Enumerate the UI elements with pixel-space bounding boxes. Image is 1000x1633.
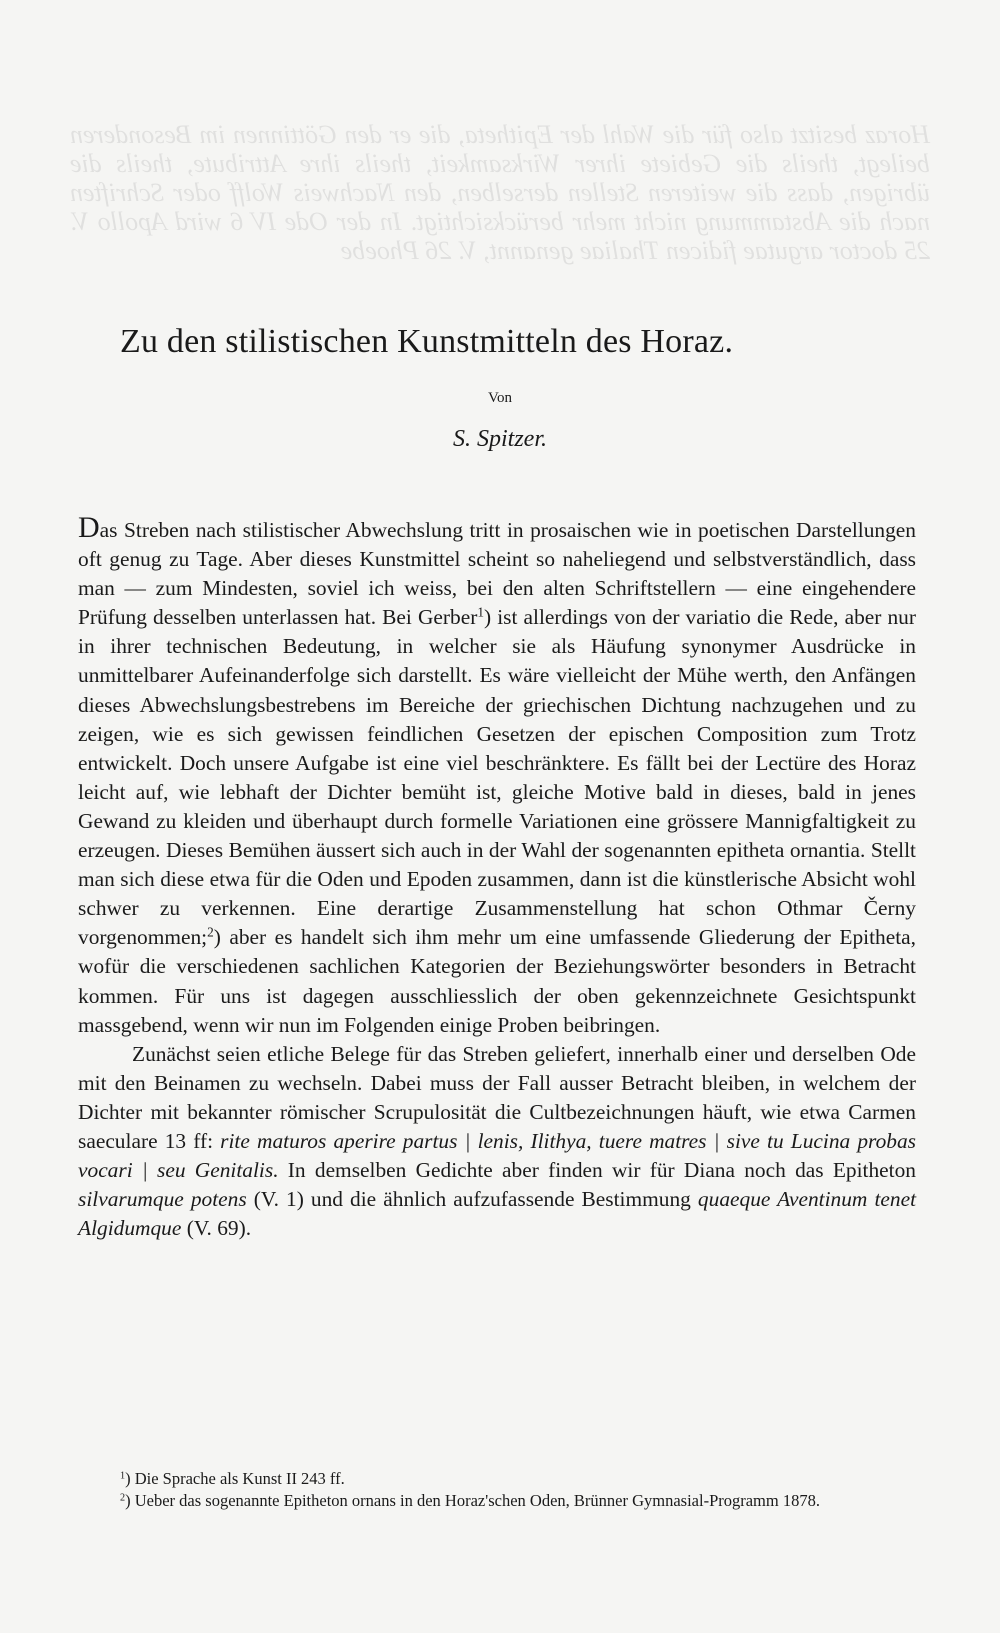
footnote-2 [78, 1490, 916, 1512]
paragraph-2-text-c: (V. 1) und die ähnlich aufzufassende Bestimmung [246, 1187, 698, 1212]
paragraph-1-text-a: as Streben nach stilistischer Abwechslung tritt in prosaischen wie in poetischen Darstellungen oft genug zu Tage. Aber dieses Kunstmittel scheint so naheliegend und selbstverständlich, dass man — zum Mindesten, soviel ich weiss, bei den alten Schriftstellern — eine eingehendere Prüfung desselben unterlassen hat. Bei Gerber [78, 518, 916, 630]
paragraph-1 [78, 511, 916, 1040]
author-name: S. Spitzer. [452, 426, 547, 452]
footnote-1 [78, 1468, 916, 1490]
footnote-2-mark: 2 [120, 1492, 126, 1504]
paragraph-2 [78, 1040, 916, 1244]
drop-cap: D [78, 511, 100, 544]
bleed-through-text: Horaz besitzt also für die Wahl der Epitheta, die er den Göttinnen im Besonderen beilegt, theils die Gebiete ihrer Wirksamkeit, theils ihre Attribute, theils die übrigen, dass die weiteren Stellen derselben, den Nachweis Wolff oder Schriften nach die Abstammung nicht mehr berücksichtigt. In der Ode IV 6 wird Apollo V. 25 doctor argutae fidicen Thaliae genannt, V. 26 Phoebe [70, 120, 930, 265]
quotation-silvarum: silvarumque potens [78, 1187, 247, 1212]
paragraph-2-text-d: (V. 69). [181, 1216, 252, 1241]
footnote-ref-2: 2 [207, 925, 214, 941]
footnote-1-mark: 1 [120, 1470, 126, 1482]
article-body [78, 511, 917, 1243]
paragraph-1-text-b: ) ist allerdings von der variatio die Rede, aber nur in ihrer technischen Bedeutung, in welcher sie als Häufung synonymer Ausdrücke in unmittelbarer Aufeinanderfolge sich darstellt. Es wäre vielleicht der Mühe werth, den Anfängen dieses Abwechslungsbestrebens im Bereiche der griechischen Dichtung nachzugehen und zu zeigen, wie es sich gewissen feindlichen Gesetzen der epischen Composition zum Trotz entwickelt. Doch unsere Aufgabe ist eine viel beschränktere. Es fällt bei der Lectüre des Horaz leicht auf, wie lebhaft der Dichter bemüht ist, gleiche Motive bald in dieses, bald in jenes Gewand zu kleiden und überhaupt durch formelle Variationen eine grössere Mannigfaltigkeit zu erzeugen. Dieses Bemühen äussert sich auch in der Wahl der sogenannten epitheta ornantia. Stellt man sich diese etwa für die Oden und Epoden zusammen, dann ist die künstlerische Absicht wohl schwer zu verkennen. Eine derartige Zusammenstellung hat schon Othmar Černy vorgenommen; [78, 605, 916, 950]
paragraph-1-text-c: ) aber es handelt sich ihm mehr um eine umfassende Gliederung der Epitheta, wofür die verschiedenen sachlichen Kategorien der Beziehungswörter besonders in Betracht kommen. Für uns ist dagegen ausschliesslich der oben gekennzeichnete Gesichtspunkt massgebend, wenn wir nun im Folgenden einige Proben beibringen. [78, 925, 916, 1037]
quotation-aventinum: quaeque Aventinum tenet Algidumque [78, 1187, 917, 1241]
quotation-carmen-saeculare: rite maturos aperire partus | lenis, Ilithya, tuere matres | sive tu Lucina probas vocari | seu Genitalis. [78, 1128, 916, 1183]
paragraph-2-text-b: In demselben Gedichte aber finden wir für Diana noch das Epitheton [278, 1158, 916, 1183]
footnote-1-text: ) Die Sprache als Kunst II 243 ff. [125, 1469, 345, 1488]
footnote-2-text: ) Ueber das sogenannte Epitheton ornans in den Horaz'schen Oden, Brünner Gymnasial-Programm 1878. [125, 1491, 820, 1510]
paragraph-2-text-a: Zunächst seien etliche Belege für das Streben geliefert, innerhalb einer und derselben Ode mit den Beinamen zu wechseln. Dabei muss der Fall ausser Betracht bleiben, in welchem der Dichter mit bekannter römischer Scrupulosität die Cultbezeichnungen häuft, wie etwa Carmen saeculare 13 ff: [78, 1041, 916, 1153]
article-title: Zu den stilistischen Kunstmitteln des Horaz. [120, 323, 734, 360]
footnotes [78, 1468, 916, 1512]
footnote-ref-1: 1 [477, 604, 484, 620]
byline-von: Von [488, 390, 512, 406]
